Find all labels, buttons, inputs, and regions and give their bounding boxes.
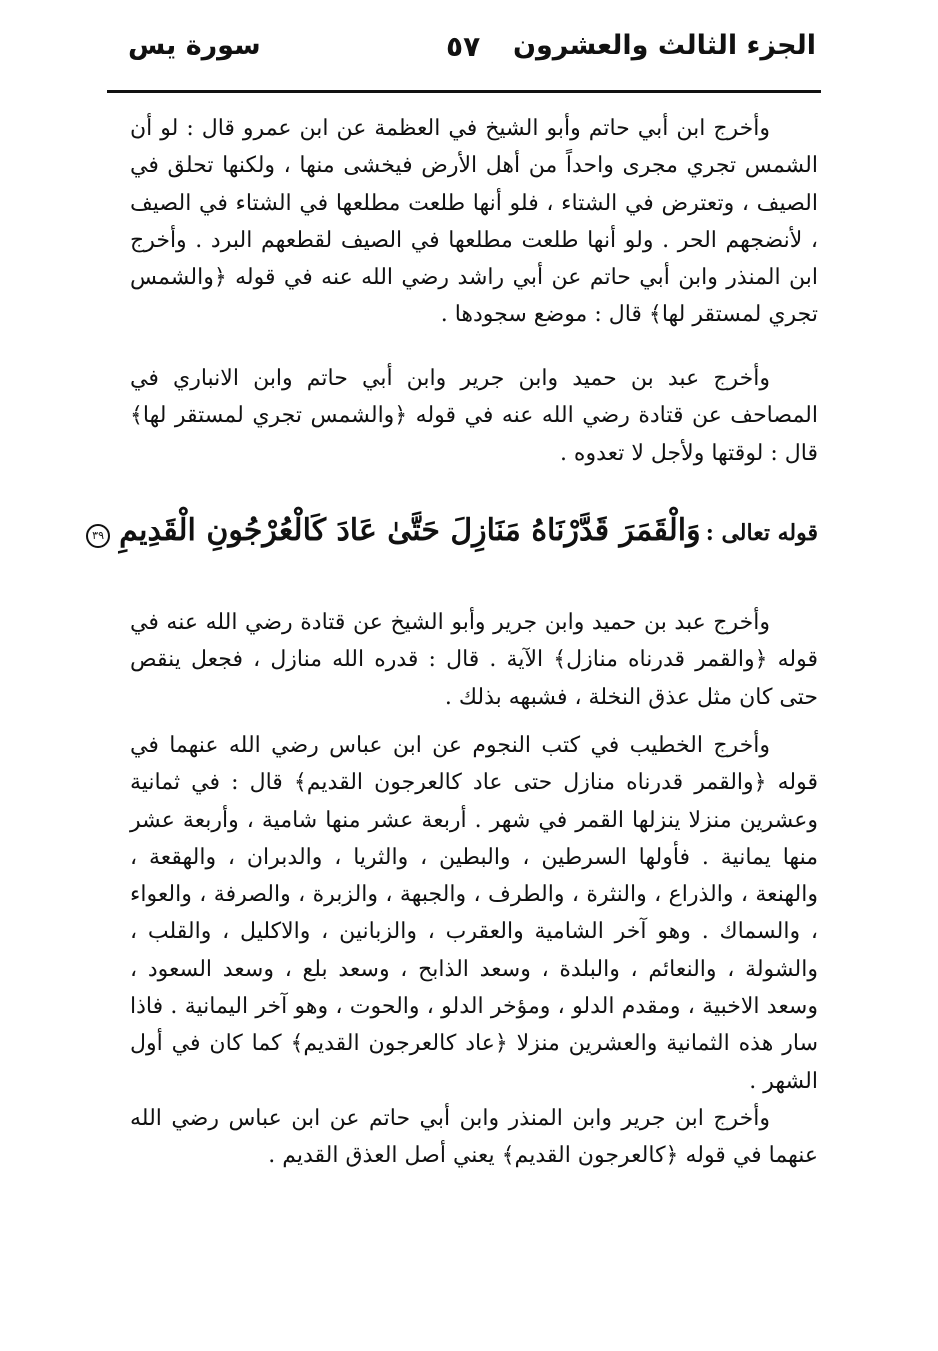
- paragraph-5: وأخرج ابن جرير وابن المنذر وابن أبي حاتم عن ابن عباس رضي الله عنهما في قوله ﴿كالعرجون القديم﴾ يعني أصل العذق القديم .: [130, 1106, 818, 1169]
- page-number: ٥٧: [446, 30, 481, 63]
- header-divider: [107, 90, 821, 93]
- page-header: [128, 30, 816, 80]
- verse-number-icon: ٣٩: [86, 524, 110, 548]
- surah-name: سورة يس: [128, 30, 261, 61]
- quran-verse: وَالْقَمَرَ قَدَّرْنَاهُ مَنَازِلَ حَتَّىٰ عَادَ كَالْعُرْجُونِ الْقَدِيمِ: [119, 513, 701, 548]
- paragraph-3: وأخرج عبد بن حميد وابن جرير وأبو الشيخ عن قتادة رضي الله عنه في قوله ﴿والقمر قدرناه منازل﴾ الآية . قال : قدره الله منازل ، فجعل ينقص حتى كان مثل عذق النخلة ، فشبهه بذلك .: [130, 610, 818, 710]
- paragraph-2: وأخرج عبد بن حميد وابن جرير وابن أبي حاتم وابن الانباري في المصاحف عن قتادة رضي الله عنه في قوله ﴿والشمس تجري لمستقر لها﴾ قال : لوقتها ولأجل لا تعدوه .: [130, 366, 818, 466]
- verse-intro: قوله تعالى :: [705, 520, 818, 546]
- paragraph-1: وأخرج ابن أبي حاتم وأبو الشيخ في العظمة عن ابن عمرو قال : لو أن الشمس تجري مجرى واحداً من أهل الأرض فيخشى منها ، ولكنها تحلق في الصيف ، وتعترض في الشتاء ، فلو أنها طلعت مطلعها في الشتاء في الصيف ، لأنضجهم الحر . ولو أنها طلعت مطلعها في الصيف لقطعهم البرد . وأخرج ابن المنذر وابن أبي حاتم عن أبي راشد رضي الله عنه في قوله ﴿والشمس تجري لمستقر لها﴾ قال : موضع سجودها .: [130, 116, 818, 328]
- part-title: الجزء الثالث والعشرون: [512, 30, 816, 61]
- verse-heading: [92, 513, 818, 565]
- paragraph-4: وأخرج الخطيب في كتب النجوم عن ابن عباس رضي الله عنهما في قوله ﴿والقمر قدرناه منازل حتى عاد كالعرجون القديم﴾ قال : في ثمانية وعشرين منزلا ينزلها القمر في شهر . أربعة عشر منها شامية ، وأربعة عشر منها يمانية . فأولها السرطين ، والبطين ، والثريا ، والدبران ، والهقعة ، والهنعة ، والذراع ، والنثرة ، والطرف ، والجبهة ، والزبرة ، والصرفة ، والعواء ، والسماك . وهو آخر الشامية والعقرب ، والزبانين ، والاكليل ، والقلب ، والشولة ، والنعائم ، والبلدة ، وسعد الذابح ، وسعد بلع ، وسعد السعود ، وسعد الاخبية ، ومقدم الدلو ، ومؤخر الدلو ، والحوت ، وهو آخر اليمانية . فاذا سار هذه الثمانية والعشرين منزلا ﴿عاد كالعرجون القديم﴾ كما كان في أول الشهر .: [130, 733, 818, 1094]
